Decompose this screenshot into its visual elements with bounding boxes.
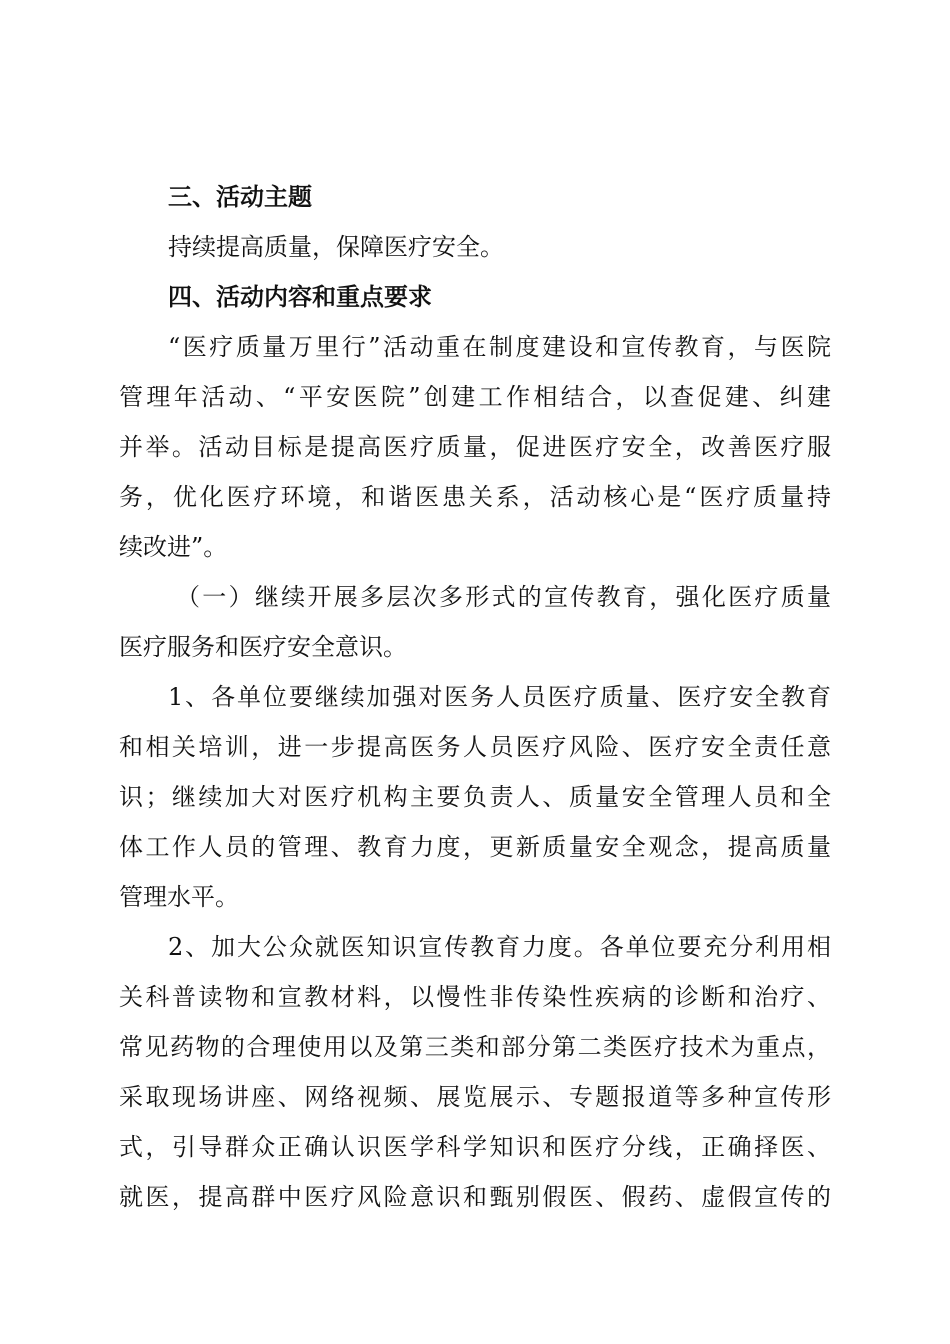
section-heading-content: 四、活动内容和重点要求 — [168, 283, 432, 311]
paragraph-line: 就医，提高群中医疗风险意识和甄别假医、假药、虚假宣传的 — [119, 1183, 831, 1211]
theme-text: 持续提高质量，保障医疗安全。 — [168, 233, 504, 261]
section-heading-theme: 三、活动主题 — [168, 183, 312, 211]
paragraph-line: 并举。活动目标是提高医疗质量，促进医疗安全，改善医疗服 — [119, 433, 831, 461]
paragraph-line: 管理年活动、“平安医院”创建工作相结合，以查促建、纠建 — [119, 383, 831, 411]
paragraph-line: 和相关培训，进一步提高医务人员医疗风险、医疗安全责任意 — [119, 733, 831, 761]
paragraph-line: 务，优化医疗环境，和谐医患关系，活动核心是“医疗质量持 — [119, 483, 831, 511]
paragraph-line: 管理水平。 — [119, 883, 239, 911]
paragraph-line: 2、加大公众就医知识宣传教育力度。各单位要充分利用相 — [168, 933, 831, 961]
paragraph-line: 常见药物的合理使用以及第三类和部分第二类医疗技术为重点， — [119, 1033, 831, 1061]
paragraph-line: “医疗质量万里行”活动重在制度建设和宣传教育，与医院 — [168, 333, 831, 361]
subheading-line: （一）继续开展多层次多形式的宣传教育，强化医疗质量 — [176, 583, 831, 611]
paragraph-line: 1、各单位要继续加强对医务人员医疗质量、医疗安全教育 — [168, 683, 831, 711]
paragraph-line: 续改进”。 — [119, 533, 228, 561]
paragraph-line: 体工作人员的管理、教育力度，更新质量安全观念，提高质量 — [119, 833, 831, 861]
paragraph-line: 采取现场讲座、网络视频、展览展示、专题报道等多种宣传形 — [119, 1083, 831, 1111]
subheading-line: 医疗服务和医疗安全意识。 — [119, 633, 407, 661]
paragraph-line: 识；继续加大对医疗机构主要负责人、质量安全管理人员和全 — [119, 783, 831, 811]
paragraph-line: 式，引导群众正确认识医学科学知识和医疗分线，正确择医、 — [119, 1133, 831, 1161]
paragraph-line: 关科普读物和宣教材料，以慢性非传染性疾病的诊断和治疗、 — [119, 983, 831, 1011]
